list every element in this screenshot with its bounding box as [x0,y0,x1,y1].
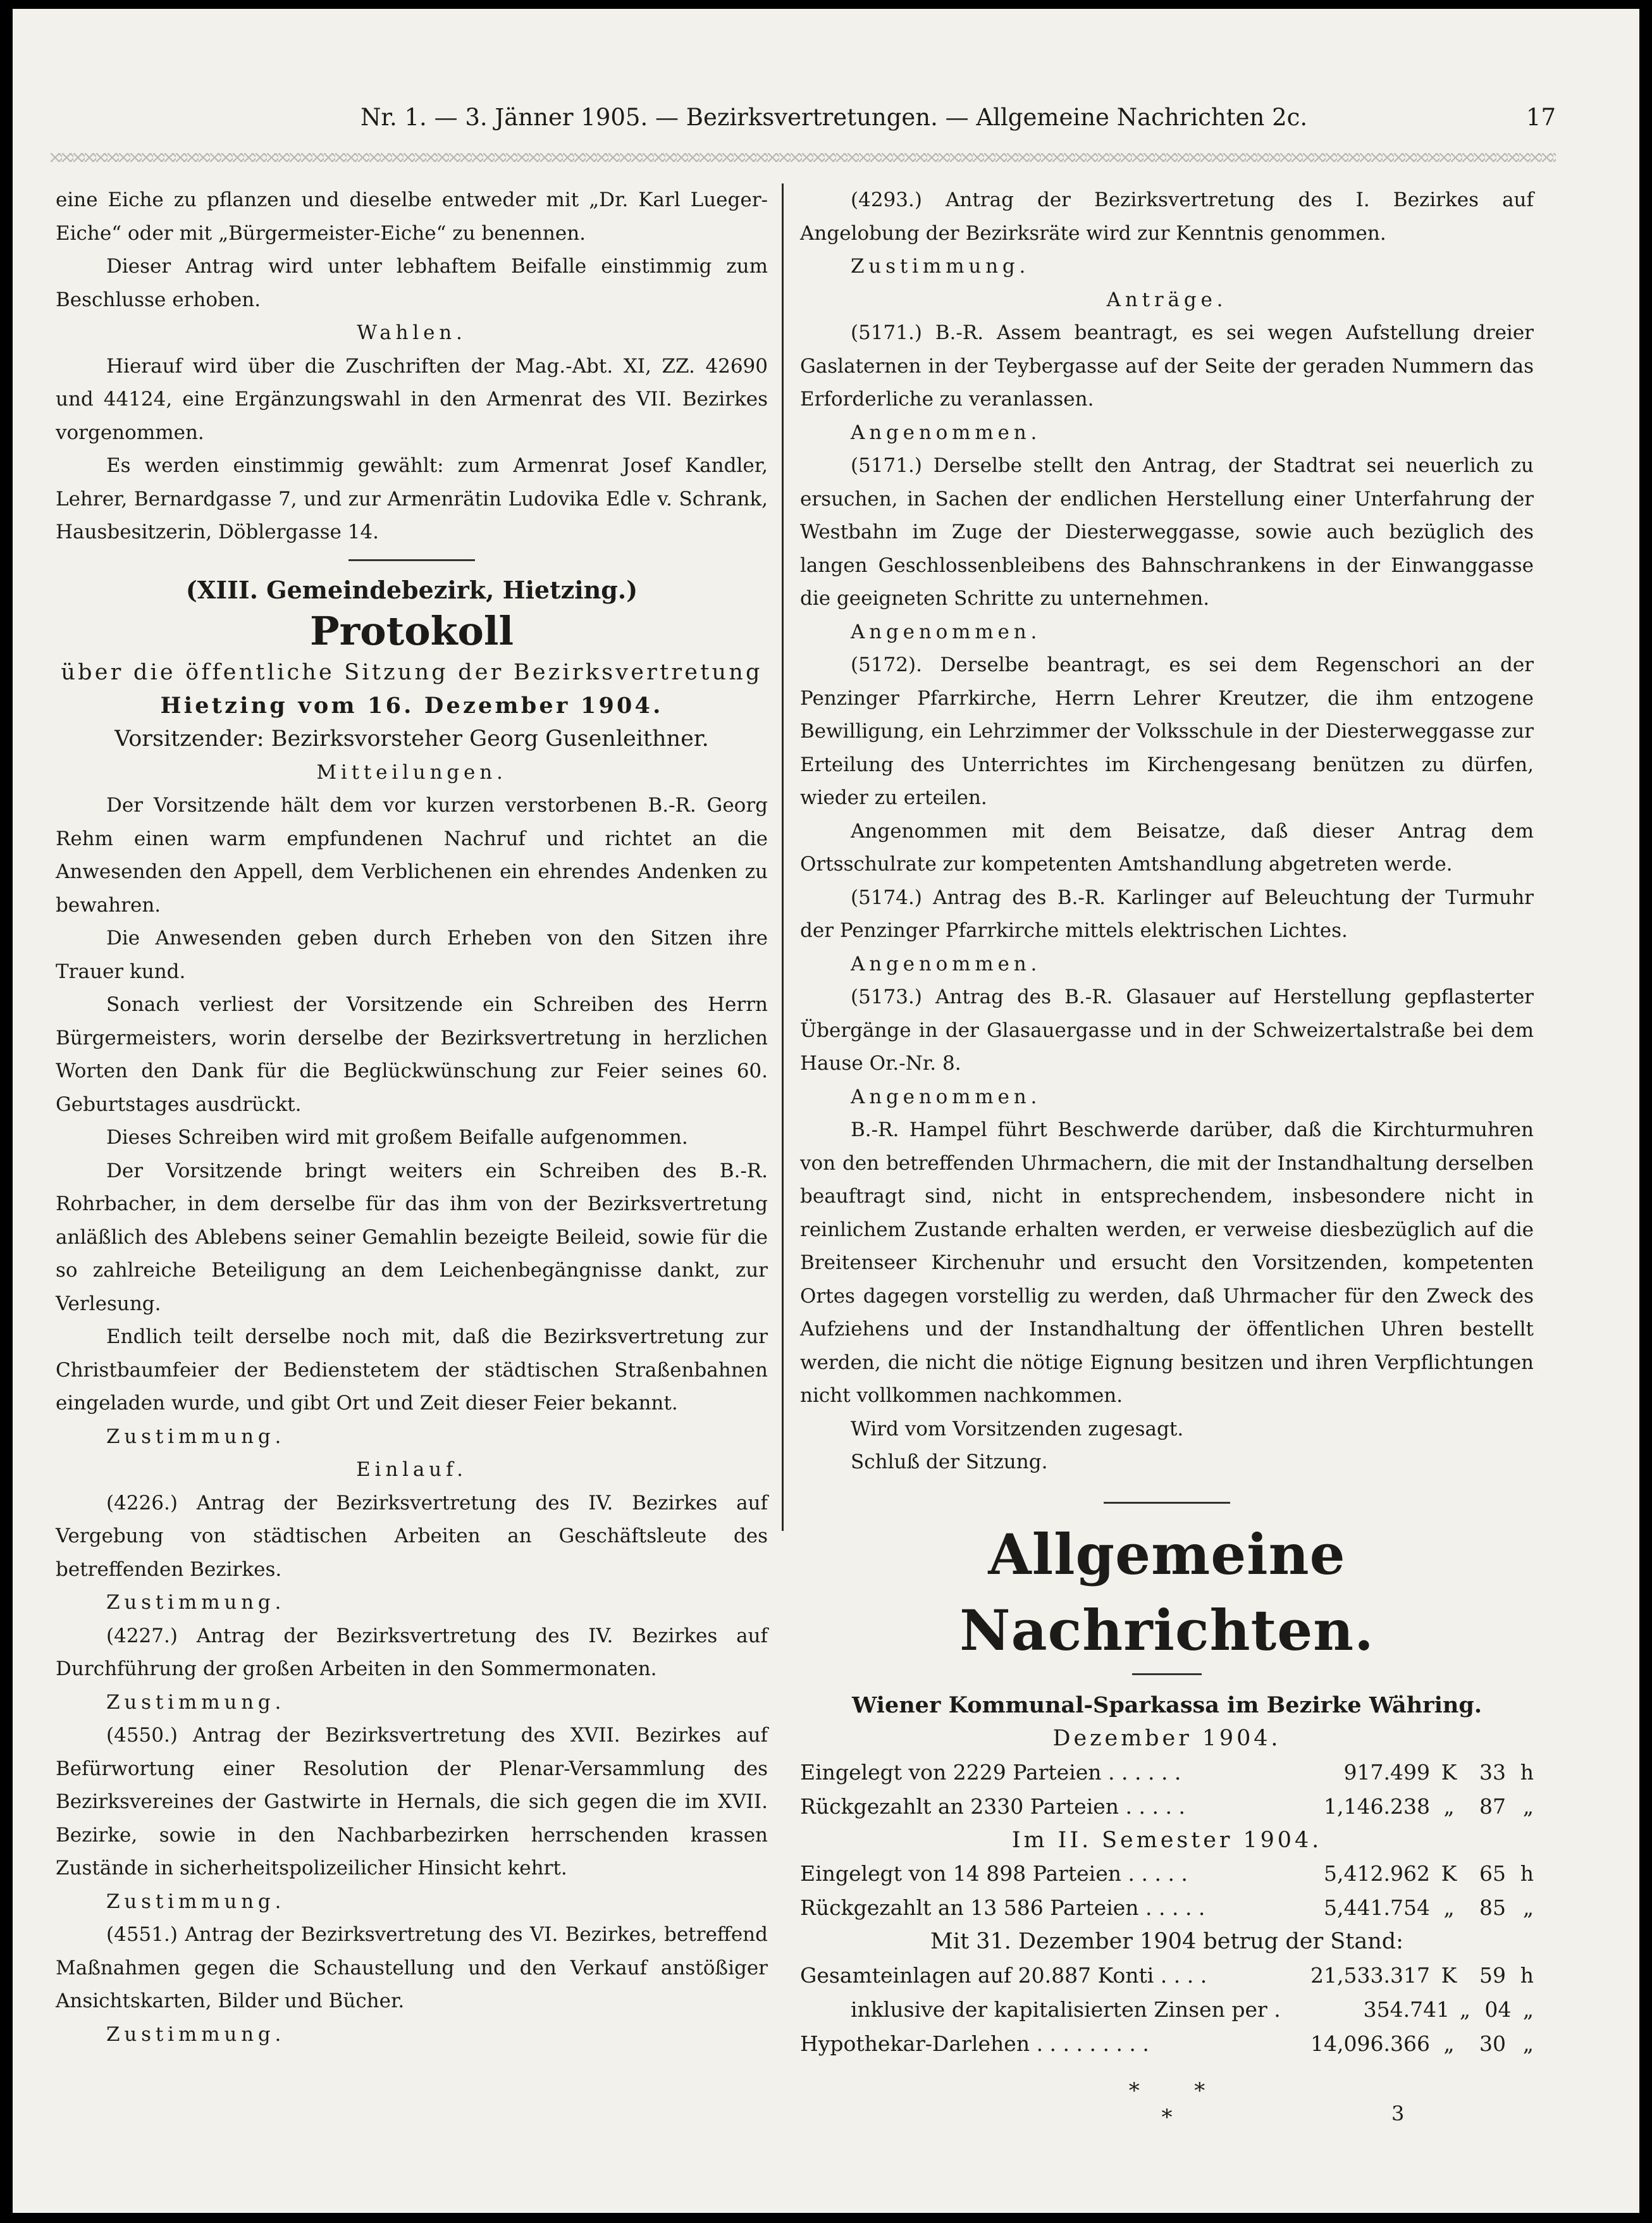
angenommen: Angenommen. [851,421,1042,444]
paragraph: (4227.) Antrag der Bezirksvertretung des IV. Bezirkes auf Durchführung der großen Arbeiten in den Sommermonaten. [56,1624,768,1680]
zustimmung: Zustimmung. [851,255,1030,278]
paragraph: Angenommen mit dem Beisatze, daß dieser Antrag dem Ortsschulrate zur kompetenten Amtshandlung abgetreten werde. [800,819,1534,876]
finance-row: Gesamteinlagen auf 20.887 Konti . . . . 21,533.317 K 59 h [800,1962,1534,1988]
sheet-number: 3 [1391,2102,1405,2126]
paragraph: (5174.) Antrag des B.-R. Karlinger auf Beleuchtung der Turmuhr der Penzinger Pfarrkirche mittels elektrischen Lichtes. [800,886,1534,942]
paragraph: Der Vorsitzende hält dem vor kurzen verstorbenen B.-R. Georg Rehm einen warm empfundenen Nachruf und richtet an die Anwesenden den Appell, dem Verblichenen ein ehrendes Andenken zu bewahren. [56,794,768,917]
dezember-heading: Dezember 1904. [1052,1726,1281,1751]
protokoll-title: Protokoll [309,608,514,654]
finance-table-december [800,1755,1534,1824]
zustimmung: Zustimmung. [106,1591,286,1614]
section-rule [348,559,475,561]
newspaper-page [13,9,1639,2213]
finance-row: Eingelegt von 14 898 Parteien . . . . . 5,412.962 K 65 h [800,1861,1534,1886]
asterism-bottom: * [1161,2104,1173,2130]
left-column [56,183,768,2051]
stand-heading: Mit 31. Dezember 1904 betrug der Stand: [930,1929,1403,1954]
subheading-einlauf: Einlauf. [356,1458,467,1481]
paragraph: Der Vorsitzende bringt weiters ein Schreiben des B.-R. Rohrbacher, in dem derselbe für das ihm von der Bezirksvertretung anläßlich des Ablebens seiner Gemahlin bezeigte Beileid, sowie für die so zahlreiche Beteiligung an dem Leichenbegängnisse dankt, zur Verlesung. [56,1159,768,1315]
paragraph: (4226.) Antrag der Bezirksvertretung des IV. Bezirkes auf Vergebung von städtischen Arbeiten an Geschäftsleute des betreffenden Bezirkes. [56,1491,768,1581]
paragraph: Hierauf wird über die Zuschriften der Mag.-Abt. XI, ZZ. 42690 und 44124, eine Ergänzungswahl in den Armenrat des VII. Bezirkes vorgenommen. [56,354,768,444]
finance-row: inklusive der kapitalisierten Zinsen per . 354.741 „ 04 „ [851,1997,1534,2022]
right-column [800,183,1534,2131]
chair-line: Vorsitzender: Bezirksvorsteher Georg Gusenleithner. [114,726,709,752]
asterism-top: * * [1128,2077,1205,2103]
angenommen: Angenommen. [851,620,1042,643]
finance-table-stand [800,1959,1534,2061]
subheading-mitteilungen: Mitteilungen. [316,760,507,784]
paragraph: (4550.) Antrag der Bezirksvertretung des XVII. Bezirkes auf Befürwortung einer Resolution der Plenar-Versammlung des Bezirksvereines der Gastwirte in Hernals, die sich gegen die im XVII. Bezirke, sowie in den Nachbarbezirken herrschenden krassen Zustände in sicherheitspolizeilicher Hinsicht kehrt. [56,1724,768,1879]
running-title: Nr. 1. — 3. Jänner 1905. — Bezirksvertretungen. — Allgemeine Nachrichten 2c. [361,104,1308,131]
paragraph: Es werden einstimmig gewählt: zum Armenrat Josef Kandler, Lehrer, Bernardgasse 7, und zur Armenrätin Ludovika Edle v. Schrank, Hausbesitzerin, Döblergasse 14. [56,454,768,543]
paragraph: (5171.) Derselbe stellt den Antrag, der Stadtrat sei neuerlich zu ersuchen, in Sachen der endlichen Herstellung einer Unterfahrung der Westbahn im Zuge der Diesterweggasse, sowie auch bezüglich des langen Geschlossenbleibens des Bahnschrankens in der Einwanggasse die geeigneten Schritte zu unternehmen. [800,454,1534,610]
header-wavy-rule [51,153,1556,162]
paragraph: Endlich teilt derselbe noch mit, daß die Bezirksvertretung zur Christbaumfeier der Bedienstetem der städtischen Straßenbahnen eingeladen wurde, und gibt Ort und Zeit dieser Feier bekannt. [56,1325,768,1415]
paragraph: Schluß der Sitzung. [851,1451,1048,1473]
paragraph: Dieser Antrag wird unter lebhaftem Beifalle einstimmig zum Beschlusse erhoben. [56,255,768,311]
title-rule [1132,1673,1202,1675]
zustimmung: Zustimmung. [106,1690,286,1714]
finance-row: Rückgezahlt an 2330 Parteien . . . . . 1,146.238 „ 87 „ [800,1793,1534,1819]
paragraph: (4293.) Antrag der Bezirksvertretung des I. Bezirkes auf Angelobung der Bezirksräte wird zur Kenntnis genommen. [800,189,1534,245]
section-rule [1104,1502,1230,1504]
subheading-antraege: Anträge. [1106,288,1228,311]
paragraph: Die Anwesenden geben durch Erheben von den Sitzen ihre Trauer kund. [56,927,768,983]
allgemeine-nachrichten-title: Allgemeine Nachrichten. [959,1521,1374,1663]
paragraph: (4551.) Antrag der Bezirksvertretung des VI. Bezirkes, betreffend Maßnahmen gegen die Schaustellung und den Verkauf anstößiger Ansichtskarten, Bilder und Bücher. [56,1923,768,2012]
semester-heading: Im II. Semester 1904. [1011,1827,1322,1853]
zustimmung: Zustimmung. [106,2022,286,2046]
running-header [51,104,1556,148]
paragraph: (5172). Derselbe beantragt, es sei dem Regenschori an der Penzinger Pfarrkirche, Herrn Lehrer Kreutzer, die ihm entzogene Bewilligung, ein Lehrzimmer der Volksschule in der Diesterweggasse zur Erteilung des Unterrichtes im Kirchengesang benützen zu dürfen, wieder zu erteilen. [800,653,1534,809]
paragraph: B.-R. Hampel führt Beschwerde darüber, daß die Kirchturmuhren von den betreffenden Uhrmachern, die mit der Instandhaltung derselben beauftragt sind, nicht in entsprechendem, insbesondere nicht in reinlichem Zustande erhalten werden, er verweise diesbezüglich auf die Breitenseer Kirchenuhr und ersucht den Vorsitzenden, kompetenten Ortes dagegen vorstellig zu werden, daß Uhrmacher für den Zweck des Aufziehens und der Instandhaltung der öffentlichen Uhren bestellt werden, die nicht die nötige Eignung besitzen und ihren Verpflichtungen nicht vollkommen nachkommen. [800,1118,1534,1407]
paragraph: Wird vom Vorsitzenden zugesagt. [851,1417,1184,1440]
protokoll-subtitle: über die öffentliche Sitzung der Bezirksvertretung [61,660,763,685]
zustimmung: Zustimmung. [106,1890,286,1913]
finance-table-semester [800,1857,1534,1925]
paragraph: Sonach verliest der Vorsitzende ein Schreiben des Herrn Bürgermeisters, worin derselbe der Bezirksvertretung in herzlichen Worten den Dank für die Beglückwünschung zur Feier seines 60. Geburtstages ausdrückt. [56,993,768,1116]
paragraph: (5173.) Antrag des B.-R. Glasauer auf Herstellung gepflasterter Übergänge in der Glasauergasse und in der Schweizertalstraße bei dem Hause Or.-Nr. 8. [800,986,1534,1075]
district-heading: (XIII. Gemeindebezirk, Hietzing.) [185,575,638,604]
finance-row: Rückgezahlt an 13 586 Parteien . . . . . 5,441.754 „ 85 „ [800,1895,1534,1920]
protokoll-date: Hietzing vom 16. Dezember 1904. [160,692,663,719]
column-divider [782,183,784,1531]
paragraph: Dieses Schreiben wird mit großem Beifalle aufgenommen. [106,1126,688,1149]
finance-row: Hypothekar-Darlehen . . . . . . . . . 14,096.366 „ 30 „ [800,2031,1534,2056]
finance-row: Eingelegt von 2229 Parteien . . . . . . 917.499 K 33 h [800,1759,1534,1785]
zustimmung: Zustimmung. [106,1425,286,1448]
angenommen: Angenommen. [851,952,1042,975]
sparkasse-heading: Wiener Kommunal-Sparkassa im Bezirke Währing. [851,1692,1482,1718]
angenommen: Angenommen. [851,1085,1042,1108]
paragraph: (5171.) B.-R. Assem beantragt, es sei wegen Aufstellung dreier Gaslaternen in der Teybergasse auf der Seite der geraden Nummern das Erforderliche zu veranlassen. [800,321,1534,411]
subheading-wahlen: Wahlen. [357,321,467,344]
page-number: 17 [1526,104,1556,131]
paragraph: eine Eiche zu pflanzen und dieselbe entweder mit „Dr. Karl Lueger-Eiche“ oder mit „Bürgermeister-Eiche“ zu benennen. [56,189,768,245]
